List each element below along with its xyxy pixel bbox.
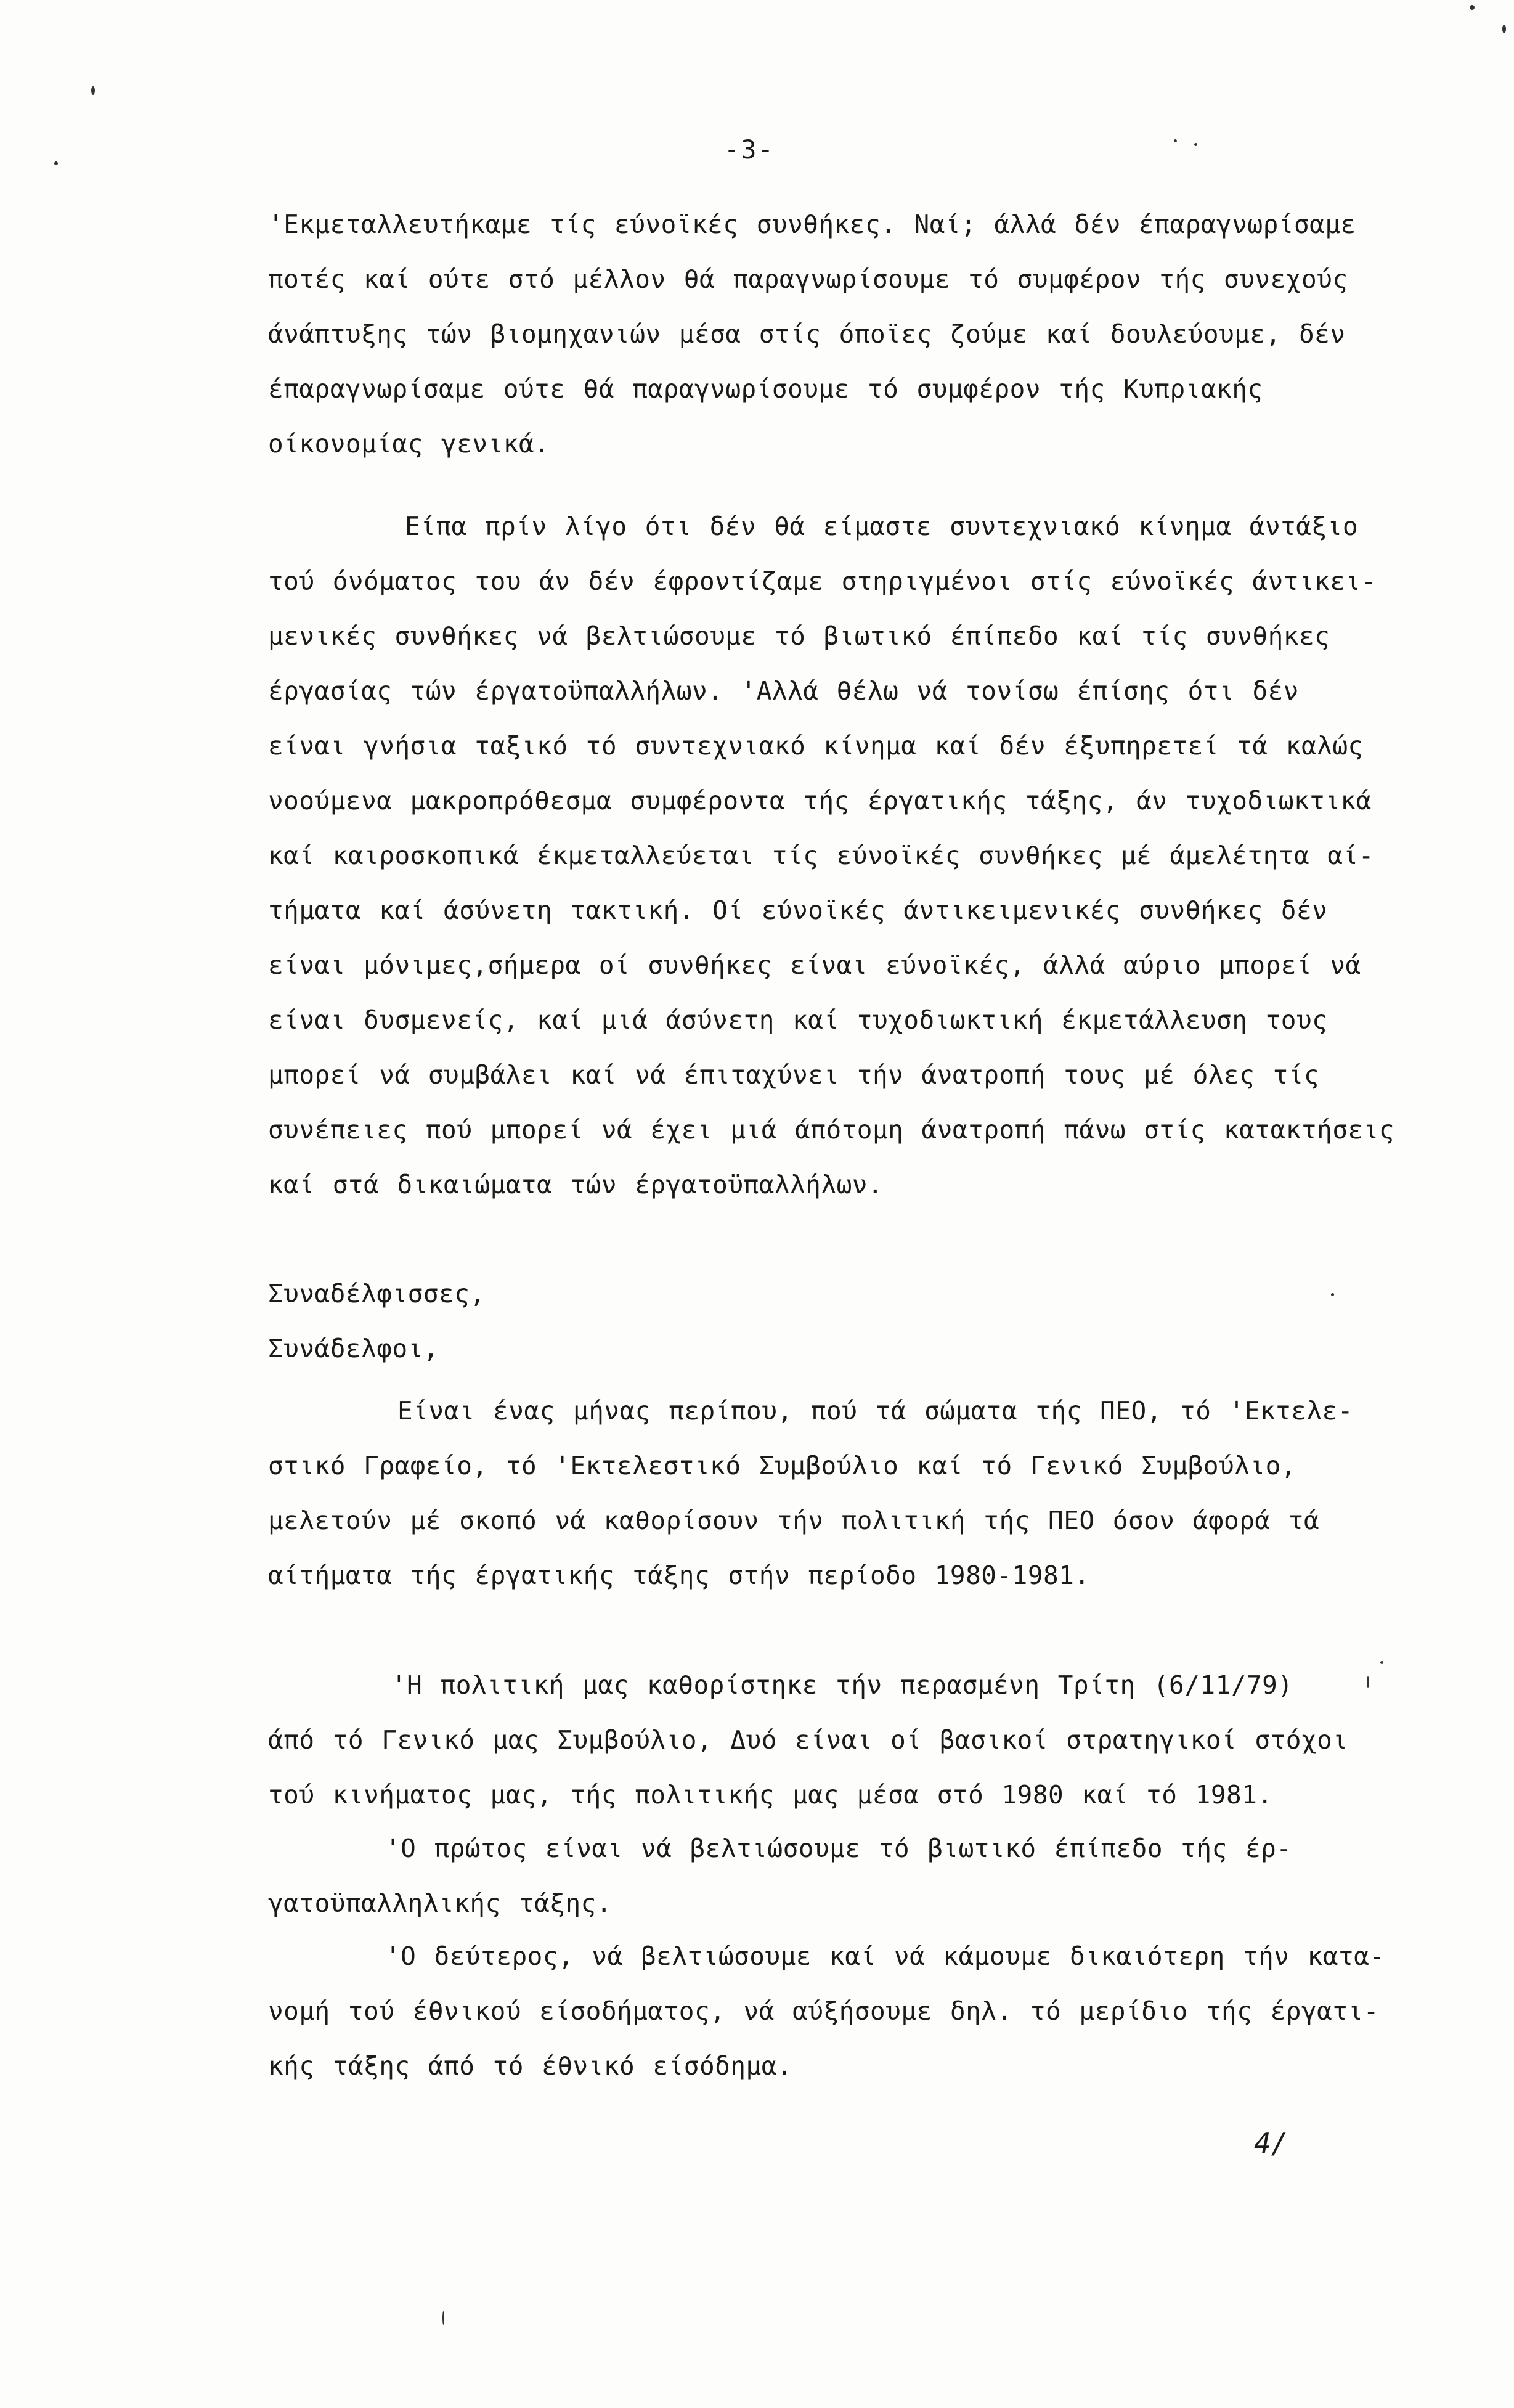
scan-speck (442, 2311, 444, 2325)
text-line: καί στά δικαιώματα τών έργατοϋπαλλήλων. (268, 1170, 884, 1199)
text-line: 'Η πολιτική μας καθορίστηκε τήν περασμένη Τρίτη (6/11/79) (391, 1670, 1293, 1700)
text-line: 'Ο πρώτος είναι νά βελτιώσουμε τό βιωτικό έπίπεδο τής έρ- (385, 1834, 1292, 1863)
paragraph-3 (268, 1384, 1383, 1603)
paragraph-2 (268, 499, 1395, 1212)
scan-speck (1380, 1661, 1383, 1664)
text-line: στικό Γραφείο, τό 'Εκτελεστικό Συμβούλιο καί τό Γενικό Συμβούλιο, (268, 1451, 1296, 1480)
text-line: συνέπειες πού μπορεί νά έχει μιά άπότομη άνατροπή πάνω στίς κατακτήσεις (268, 1115, 1395, 1145)
text-line: τού κινήματος μας, τής πολιτικής μας μέσα στό 1980 καί τό 1981. (268, 1780, 1273, 1810)
text-line: αίτήματα τής έργατικής τάξης στήν περίοδο 1980-1981. (268, 1561, 1090, 1590)
text-line: 'Εκμεταλλευτήκαμε τίς εύνοϊκές συνθήκες. Ναί; άλλά δέν έπαραγνωρίσαμε (268, 210, 1356, 239)
salutation-line: Συναδέλφισσες, (268, 1279, 486, 1308)
text-line: νοούμενα μακροπρόθεσμα συμφέροντα τής έργατικής τάξης, άν τυχοδιωκτικά (268, 786, 1372, 815)
paragraph-6 (268, 1929, 1383, 2094)
text-line: καί καιροσκοπικά έκμεταλλεύεται τίς εύνοϊκές συνθήκες μέ άμελέτητα αί- (268, 841, 1374, 870)
text-line: μενικές συνθήκες νά βελτιώσουμε τό βιωτικό έπίπεδο καί τίς συνθήκες (268, 621, 1330, 651)
paragraph-5 (268, 1821, 1383, 1931)
text-line: είναι μόνιμες,σήμερα οί συνθήκες είναι εύνοϊκές, άλλά αύριο μπορεί νά (268, 950, 1361, 980)
text-line: τήματα καί άσύνετη τακτική. Οί εύνοϊκές άντικειμενικές συνθήκες δέν (268, 896, 1328, 925)
text-line: έργασίας τών έργατοϋπαλλήλων. 'Αλλά θέλω νά τονίσω έπίσης ότι δέν (268, 676, 1299, 706)
scan-speck (91, 86, 95, 95)
text-line: ποτές καί ούτε στό μέλλον θά παραγνωρίσουμε τό συμφέρον τής συνεχούς (268, 264, 1348, 294)
page-number: -3- (724, 134, 775, 165)
text-line: μελετούν μέ σκοπό νά καθορίσουν τήν πολιτική τής ΠΕΟ όσον άφορά τά (268, 1506, 1320, 1535)
text-line: νομή τού έθνικού είσοδήματος, νά αύξήσουμε δηλ. τό μερίδιο τής έργατι- (268, 1996, 1379, 2026)
text-line: τού όνόματος του άν δέν έφροντίζαμε στηριγμένοι στίς εύνοϊκές άντικει- (268, 566, 1377, 596)
scan-speck (1194, 143, 1197, 146)
text-line: άνάπτυξης τών βιομηχανιών μέσα στίς όποϊες ζούμε καί δουλεύουμε, δέν (268, 319, 1346, 349)
scan-speck (1367, 1676, 1369, 1688)
text-line: γατοϋπαλληλικής τάξης. (268, 1888, 613, 1918)
text-line: είναι γνήσια ταξικό τό συντεχνιακό κίνημα καί δέν έξυπηρετεί τά καλώς (268, 731, 1364, 761)
text-line: οίκονομίας γενικά. (268, 429, 550, 459)
text-line: 'Ο δεύτερος, νά βελτιώσουμε καί νά κάμουμε δικαιότερη τήν κατα- (385, 1941, 1385, 1971)
paragraph-4 (268, 1658, 1383, 1822)
scan-speck (1331, 1293, 1334, 1296)
text-line: είναι δυσμενείς, καί μιά άσύνετη καί τυχοδιωκτική έκμετάλλευση τους (268, 1005, 1328, 1035)
text-line: Είπα πρίν λίγο ότι δέν θά είμαστε συντεχνιακό κίνημα άντάξιο (405, 512, 1359, 541)
salutation (268, 1267, 1383, 1376)
text-line: άπό τό Γενικό μας Συμβούλιο, Δυό είναι οί βασικοί στρατηγικοί στόχοι (268, 1725, 1348, 1755)
paragraph-1 (268, 197, 1383, 471)
scan-speck (1174, 139, 1177, 142)
text-line: Είναι ένας μήνας περίπου, πού τά σώματα τής ΠΕΟ, τό 'Εκτελε- (397, 1396, 1354, 1426)
scan-speck (1502, 25, 1506, 33)
text-line: έπαραγνωρίσαμε ούτε θά παραγνωρίσουμε τό συμφέρον τής Κυπριακής (268, 374, 1263, 404)
scan-speck (1470, 5, 1475, 10)
salutation-line: Συνάδελφοι, (268, 1334, 439, 1363)
text-line: κής τάξης άπό τό έθνικό είσόδημα. (268, 2051, 793, 2081)
next-page-marker: 4/ (1254, 2126, 1288, 2160)
scan-speck (54, 161, 58, 165)
text-line: μπορεί νά συμβάλει καί νά έπιταχύνει τήν άνατροπή τους μέ όλες τίς (268, 1060, 1320, 1090)
